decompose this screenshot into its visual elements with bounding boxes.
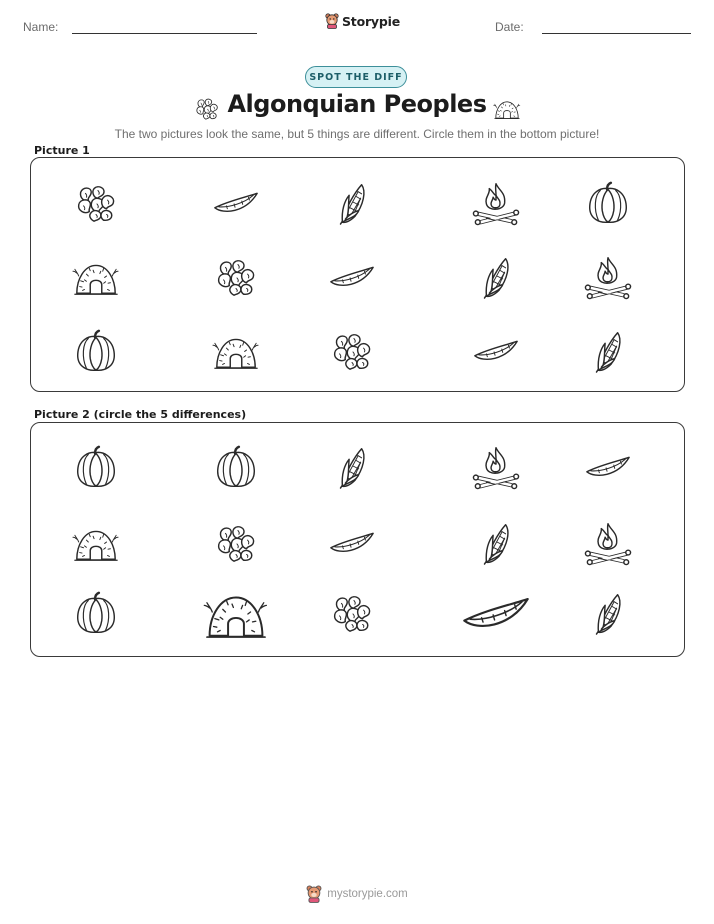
- date-field[interactable]: [542, 33, 691, 34]
- brand-name: Storypie: [342, 13, 400, 29]
- picture1-canoe-icon: [212, 178, 260, 226]
- picture2-campfire-icon: [472, 442, 520, 490]
- picture2-canoe-icon: [584, 442, 632, 490]
- picture2-canoe-icon: [328, 518, 376, 566]
- brand-logo: [325, 13, 400, 29]
- picture1-wigwam-icon: [72, 252, 120, 300]
- instructions: The two pictures look the same, but 5 things are different. Circle them in the bottom picture!: [114, 127, 600, 141]
- picture2-corn-icon: [328, 442, 376, 490]
- picture1-canoe-icon: [328, 252, 376, 300]
- picture2-canoe-icon: [460, 576, 532, 648]
- bear-mascot-icon: [306, 885, 322, 903]
- picture1-pumpkin-icon: [72, 326, 120, 374]
- picture1-campfire-icon: [472, 178, 520, 226]
- picture1-corn-icon: [328, 178, 376, 226]
- picture2-pumpkin-icon: [72, 588, 120, 636]
- picture1-canoe-icon: [472, 326, 520, 374]
- picture2-wigwam-icon: [203, 579, 269, 645]
- picture1-wigwam-icon: [212, 326, 260, 374]
- picture2-beans-icon: [328, 588, 376, 636]
- picture1-beans-icon: [212, 252, 260, 300]
- picture1-campfire-icon: [584, 252, 632, 300]
- picture2-pumpkin-icon: [212, 442, 260, 490]
- picture1-corn-icon: [472, 252, 520, 300]
- picture2-beans-icon: [212, 518, 260, 566]
- activity-badge: SPOT THE DIFF: [305, 66, 407, 88]
- picture1-label: Picture 1: [34, 144, 90, 157]
- footer-site[interactable]: mystorypie.com: [327, 888, 408, 900]
- beans-icon: [192, 94, 222, 122]
- picture1-corn-icon: [584, 326, 632, 374]
- bear-mascot-icon: [325, 13, 339, 29]
- picture2-wigwam-icon: [72, 518, 120, 566]
- picture1-pumpkin-icon: [584, 178, 632, 226]
- picture2-corn-icon: [584, 588, 632, 636]
- picture1-beans-icon: [328, 326, 376, 374]
- picture2-campfire-icon: [584, 518, 632, 566]
- wigwam-icon: [491, 94, 523, 122]
- footer: [0, 885, 714, 903]
- page-title: Algonquian Peoples: [227, 90, 487, 118]
- picture2-pumpkin-icon: [72, 442, 120, 490]
- date-label: Date:: [495, 20, 524, 34]
- picture1-beans-icon: [72, 178, 120, 226]
- picture2-label: Picture 2 (circle the 5 differences): [34, 408, 247, 421]
- name-label: Name:: [23, 20, 59, 34]
- name-field[interactable]: [72, 33, 257, 34]
- picture2-corn-icon: [472, 518, 520, 566]
